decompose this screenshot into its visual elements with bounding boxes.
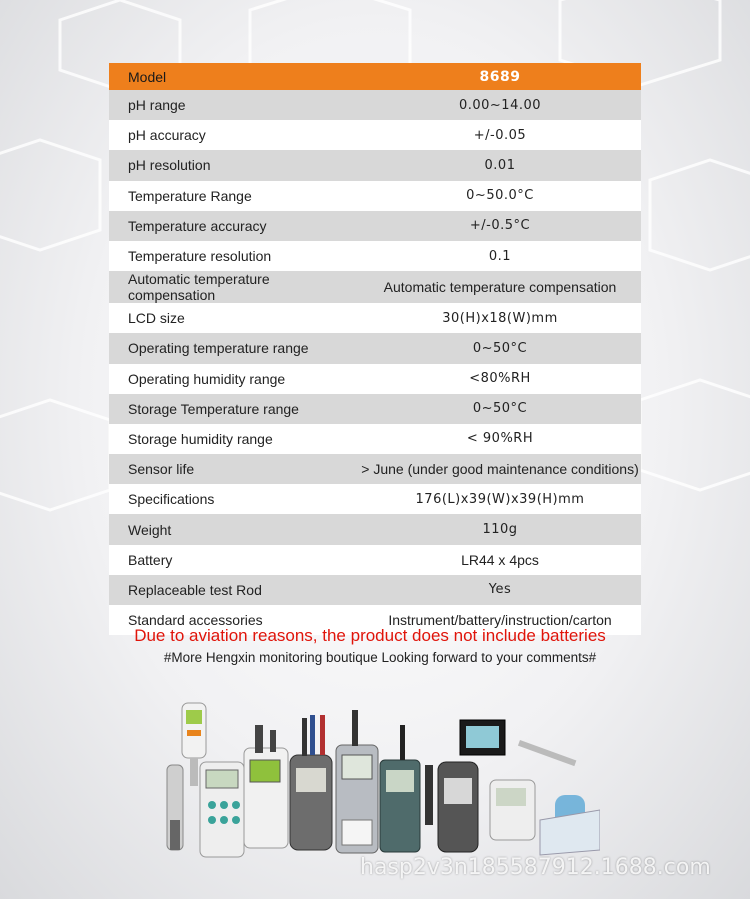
- spec-row: [109, 545, 641, 575]
- spec-row: [109, 150, 641, 180]
- dual-probe-meter-icon: [244, 725, 288, 848]
- spec-value: 176(L)x39(W)x39(H)mm: [359, 484, 641, 514]
- spec-label: Battery: [109, 545, 359, 575]
- spec-value: Automatic temperature compensation: [359, 271, 641, 303]
- spec-value: 0.01: [359, 150, 641, 180]
- spec-row: [109, 394, 641, 424]
- conductivity-meter-icon: [425, 762, 478, 852]
- spec-row: [109, 514, 641, 544]
- spec-row: [109, 241, 641, 271]
- spec-label: pH accuracy: [109, 120, 359, 150]
- spec-row: [109, 181, 641, 211]
- spec-value: 110g: [359, 514, 641, 544]
- spec-label: Operating temperature range: [109, 333, 359, 363]
- spec-value: < 90%RH: [359, 424, 641, 454]
- spec-label: Weight: [109, 514, 359, 544]
- spec-value: 0~50.0°C: [359, 181, 641, 211]
- spec-row: [109, 484, 641, 514]
- spec-value: > June (under good maintenance conditions): [359, 454, 641, 484]
- comment-notice: #More Hengxin monitoring boutique Looking forward to your comments#: [163, 650, 597, 665]
- spec-table: [109, 63, 641, 635]
- spec-value: <80%RH: [359, 364, 641, 394]
- model-number: 8689: [359, 63, 641, 90]
- spec-row: [109, 303, 641, 333]
- ec-meter-icon: [380, 725, 420, 852]
- spec-label: Standard accessories: [109, 605, 359, 635]
- benchtop-ph-meter-icon: [460, 720, 600, 855]
- spec-label: Storage Temperature range: [109, 394, 359, 424]
- spec-label: Sensor life: [109, 454, 359, 484]
- spec-value: +/-0.05: [359, 120, 641, 150]
- spec-label: Replaceable test Rod: [109, 575, 359, 605]
- spec-row: [109, 271, 641, 303]
- spec-value: LR44 x 4pcs: [359, 545, 641, 575]
- handheld-ph-meter-icon: [200, 762, 244, 857]
- spec-row: [109, 454, 641, 484]
- printer-meter-icon: [336, 710, 378, 853]
- spec-label: Temperature resolution: [109, 241, 359, 271]
- spec-value: 0~50°C: [359, 333, 641, 363]
- spec-label: pH resolution: [109, 150, 359, 180]
- spec-value: 30(H)x18(W)mm: [359, 303, 641, 333]
- spec-label: Operating humidity range: [109, 364, 359, 394]
- spec-row: [109, 575, 641, 605]
- product-lineup-image: [160, 700, 600, 860]
- probe-stick-icon: [167, 765, 183, 850]
- spec-header-row: [109, 63, 641, 90]
- spec-label: Specifications: [109, 484, 359, 514]
- spec-row: [109, 211, 641, 241]
- spec-label: Temperature accuracy: [109, 211, 359, 241]
- spec-label: Temperature Range: [109, 181, 359, 211]
- spec-label: Storage humidity range: [109, 424, 359, 454]
- spec-value: 0.00~14.00: [359, 90, 641, 120]
- battery-notice: Due to aviation reasons, the product does not include batteries: [134, 626, 606, 645]
- spec-value: 0.1: [359, 241, 641, 271]
- spec-row: [109, 120, 641, 150]
- spec-value: Yes: [359, 575, 641, 605]
- spec-label: LCD size: [109, 303, 359, 333]
- spec-value: 0~50°C: [359, 394, 641, 424]
- spec-row: [109, 90, 641, 120]
- portable-meter-icon: [290, 715, 332, 850]
- spec-label: Automatic temperature compensation: [109, 271, 359, 303]
- spec-row: [109, 424, 641, 454]
- spec-label: pH range: [109, 90, 359, 120]
- header-label: Model: [109, 63, 359, 90]
- spec-row: [109, 333, 641, 363]
- spec-value: Instrument/battery/instruction/carton: [359, 605, 641, 635]
- watermark-text: hasp2v3n185587912.1688.com: [360, 855, 711, 880]
- spec-value: +/-0.5°C: [359, 211, 641, 241]
- spec-row: [109, 364, 641, 394]
